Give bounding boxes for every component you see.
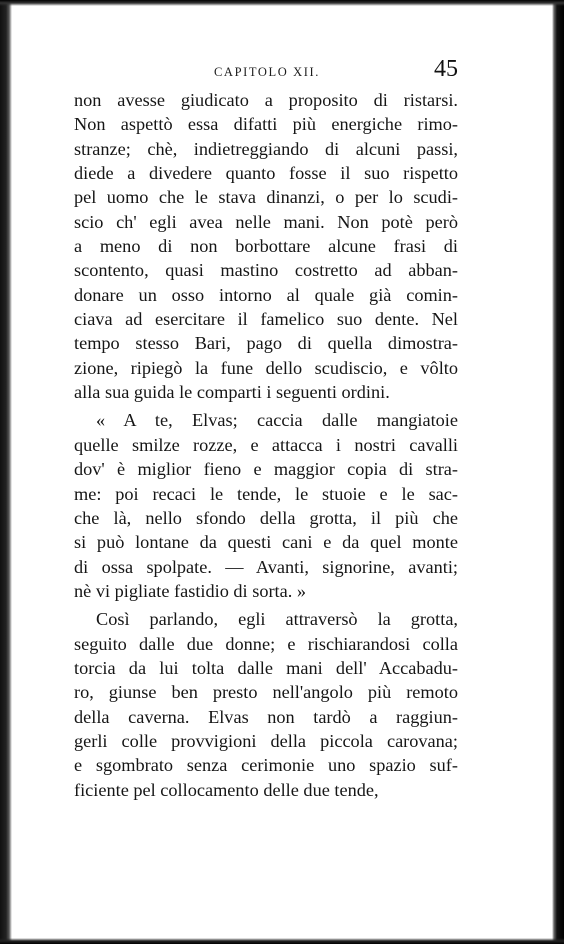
text-line: Non aspettò essa difatti più energiche rimo-: [74, 114, 458, 135]
paragraph: [74, 88, 458, 404]
text-line: pel uomo che le stava dinanzi, o per lo scudi-: [74, 187, 458, 208]
text-line: ciava ad esercitare il famelico suo dente. Nel: [74, 309, 458, 330]
text-line: non avesse giudicato a proposito di ristarsi.: [74, 90, 458, 110]
running-head: CAPITOLO XII.: [214, 65, 320, 79]
text-line: ficiente pel collocamento delle due tende,: [74, 779, 379, 800]
scan-edge-bottom: [0, 938, 564, 944]
scan-edge-left: [0, 0, 12, 944]
text-line: dov' è miglior fieno e maggior copia di stra-: [74, 459, 458, 480]
text-line: « A te, Elvas; caccia dalle mangiatoie: [96, 410, 458, 431]
text-line: scontento, quasi mastino costretto ad abban-: [74, 260, 458, 281]
text-line: diede a divedere quanto fosse il suo rispetto: [74, 163, 458, 184]
page-number: 45: [434, 56, 458, 82]
text-line: seguito dalle due donne; e rischiarandosi colla: [74, 633, 458, 654]
paragraph: [74, 607, 458, 802]
text-line: si può lontane da questi cani e da quel monte: [74, 532, 458, 553]
text-line: torcia da lui tolta dalle mani dell' Accabadu-: [74, 657, 458, 678]
text-line: me: poi recaci le tende, le stuoie e le sac-: [74, 483, 458, 504]
text-line: della caverna. Elvas non tardò a raggiun-: [74, 706, 458, 727]
page-header: [74, 56, 458, 90]
scan-edge-right: [552, 0, 564, 944]
text-line: e sgombrato senza cerimonie uno spazio suf-: [74, 755, 458, 776]
paragraph: [74, 408, 458, 603]
text-line: scio ch' egli avea nelle mani. Non potè però: [74, 211, 458, 232]
text-line: quelle smilze rozze, e attacca i nostri cavalli: [74, 434, 458, 455]
text-line: di ossa spolpate. — Avanti, signorine, avanti;: [74, 556, 458, 577]
text-line: che là, nello sfondo della grotta, il più che: [74, 507, 458, 528]
text-line: gerli colle provvigioni della piccola carovana;: [74, 730, 458, 751]
text-line: ro, giunse ben presto nell'angolo più remoto: [74, 682, 458, 703]
text-line: donare un osso intorno al quale già comin-: [74, 284, 458, 305]
text-line: a meno di non borbottare alcune frasi di: [74, 236, 458, 257]
text-line: tempo stesso Bari, pago di quella dimostra-: [74, 333, 458, 354]
text-line: stranze; chè, indietreggiando di alcuni passi,: [74, 138, 458, 159]
scan-edge-top: [0, 0, 564, 6]
text-line: Così parlando, egli attraversò la grotta,: [96, 609, 458, 630]
body-text: [74, 88, 458, 802]
text-line: zione, ripiegò la fune dello scudiscio, e vôlto: [74, 357, 458, 378]
text-line: alla sua guida le comparti i seguenti ordini.: [74, 382, 390, 403]
text-line: nè vi pigliate fastidio di sorta. »: [74, 580, 307, 601]
